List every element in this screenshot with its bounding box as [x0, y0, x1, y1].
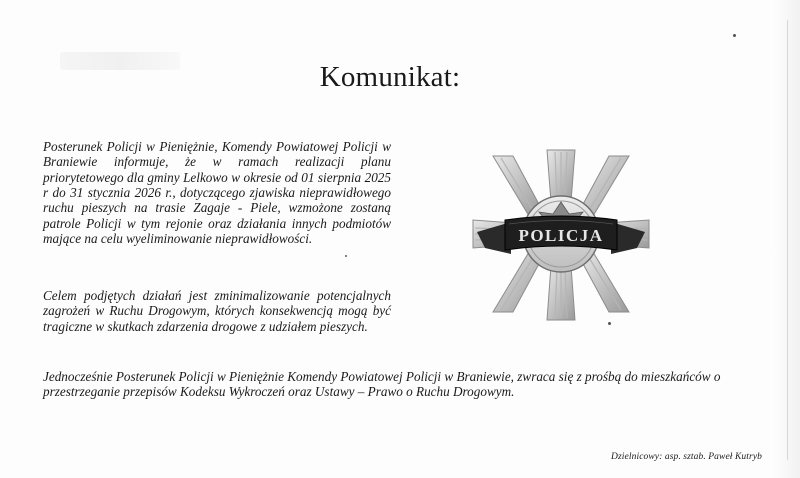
paragraph-request: Jednocześnie Posterunek Policji w Pieniężnie Komendy Powiatowej Policji w Braniewie, zwraca się z prośbą do mieszkańców o przestrzeganie przepisów Kodeksu Wykroczeń oraz Ustawy – Prawo o Ruchu Drogowym.	[43, 369, 721, 400]
signature-line: Dzielnicowy: asp. sztab. Paweł Kutryb	[611, 452, 762, 462]
police-badge	[471, 144, 651, 324]
document-title: Komunikat:	[319, 61, 461, 94]
scan-speck	[733, 34, 736, 37]
paragraph-announcement: Posterunek Policji w Pieniężnie, Komendy Powiatowej Policji w Braniewie informuje, że w ramach realizacji planu priorytetowego dla gminy Lelkowo w okresie od 01 sierpnia 2025 r do 31 stycznia 2026 r., dotyczącego zjawiska nieprawidłowego ruchu pieszych na trasie Zagaje - Piele, wzmożone zostaną patrole Policji w tym rejonie oraz działania innych podmiotów mające na celu wyeliminowanie nieprawidłowości.	[43, 139, 391, 246]
police-star-badge-icon	[471, 144, 651, 324]
badge-label: POLICJA	[518, 226, 604, 245]
scan-speck	[345, 255, 347, 257]
page-edge-line	[787, 20, 788, 460]
paragraph-purpose: Celem podjętych działań jest zminimalizowanie potencjalnych zagrożeń w Ruchu Drogowym, których konsekwencją mogą być tragiczne w skutkach zdarzenia drogowe z udziałem pieszych.	[43, 288, 391, 334]
